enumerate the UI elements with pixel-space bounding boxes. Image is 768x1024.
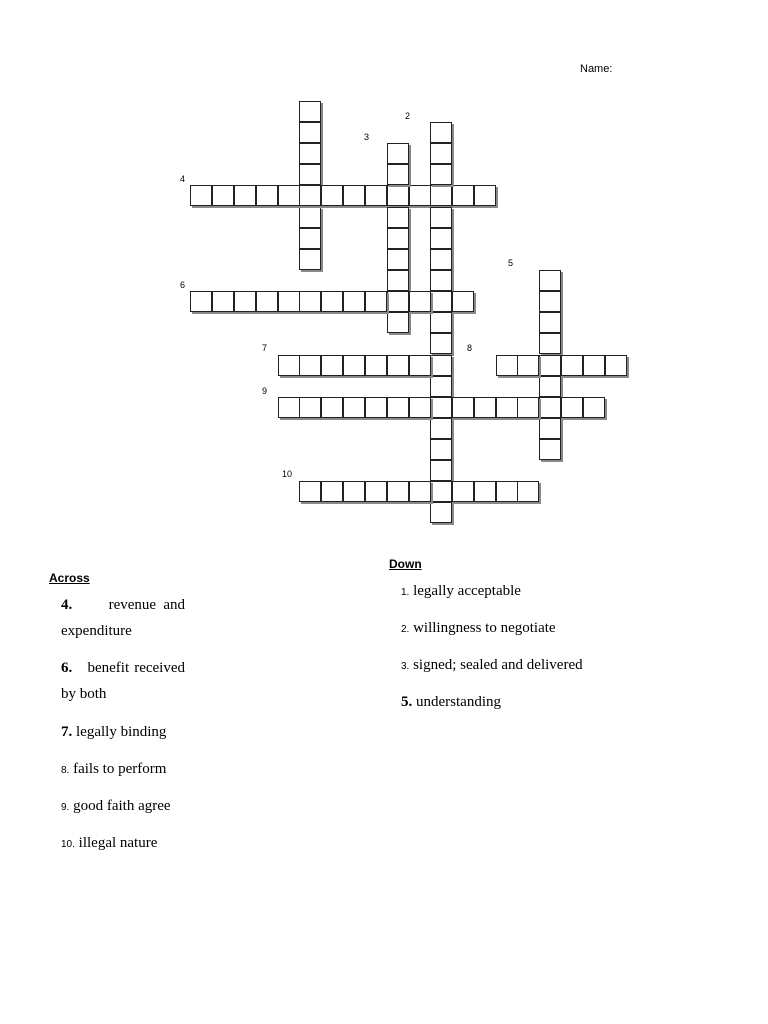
crossword-cell[interactable]: [387, 397, 409, 418]
down-clue-number: 3.: [401, 661, 410, 672]
crossword-cell[interactable]: [387, 185, 409, 206]
across-clue-number: 10.: [61, 839, 75, 850]
crossword-cell[interactable]: [430, 143, 452, 164]
crossword-cell[interactable]: [365, 481, 387, 502]
crossword-cell[interactable]: [387, 312, 409, 333]
crossword-cell[interactable]: [321, 481, 343, 502]
crossword-cell[interactable]: [452, 481, 474, 502]
clue-number-label: 10: [282, 469, 293, 479]
crossword-cell[interactable]: [299, 101, 321, 122]
crossword-cell[interactable]: [561, 397, 583, 418]
clue-number-label: 9: [262, 386, 268, 396]
crossword-cell[interactable]: [278, 397, 300, 418]
crossword-cell[interactable]: [299, 481, 321, 502]
crossword-cell[interactable]: [321, 355, 343, 376]
across-clue-4: [61, 592, 185, 644]
across-clue-7: [61, 719, 166, 745]
crossword-cell[interactable]: [496, 481, 518, 502]
crossword-cell[interactable]: [321, 291, 343, 312]
crossword-cell[interactable]: [278, 355, 300, 376]
across-heading: Across: [49, 571, 90, 585]
across-clue-text: fails to perform: [73, 761, 167, 777]
crossword-cell[interactable]: [517, 481, 539, 502]
crossword-cell[interactable]: [409, 397, 431, 418]
crossword-cell[interactable]: [299, 143, 321, 164]
down-clue-text: willingness to negotiate: [413, 620, 556, 636]
crossword-cell[interactable]: [256, 291, 278, 312]
crossword-cell[interactable]: [583, 355, 605, 376]
crossword-cell[interactable]: [496, 397, 518, 418]
crossword-cell[interactable]: [539, 312, 561, 333]
crossword-cell[interactable]: [430, 312, 452, 333]
crossword-cell[interactable]: [387, 291, 409, 312]
crossword-cell[interactable]: [190, 185, 212, 206]
crossword-cell[interactable]: [430, 164, 452, 185]
down-clue-text: signed; sealed and delivered: [413, 657, 583, 673]
crossword-cell[interactable]: [539, 397, 561, 418]
crossword-cell[interactable]: [539, 333, 561, 354]
crossword-cell[interactable]: [387, 228, 409, 249]
crossword-cell[interactable]: [539, 418, 561, 439]
crossword-cell[interactable]: [299, 164, 321, 185]
clue-number-label: 5: [508, 258, 514, 268]
crossword-cell[interactable]: [430, 376, 452, 397]
across-clue-text: revenue and expenditure: [61, 597, 185, 639]
across-clue-10: [61, 830, 157, 858]
crossword-cell[interactable]: [299, 122, 321, 143]
crossword-cell[interactable]: [321, 185, 343, 206]
down-clue-text: legally acceptable: [413, 583, 521, 599]
crossword-cell[interactable]: [430, 418, 452, 439]
crossword-cell[interactable]: [387, 143, 409, 164]
crossword-cell[interactable]: [299, 355, 321, 376]
crossword-cell[interactable]: [299, 249, 321, 270]
crossword-cell[interactable]: [539, 376, 561, 397]
crossword-cell[interactable]: [430, 397, 452, 418]
crossword-cell[interactable]: [452, 185, 474, 206]
crossword-cell[interactable]: [517, 355, 539, 376]
crossword-cell[interactable]: [496, 355, 518, 376]
crossword-cell[interactable]: [299, 228, 321, 249]
across-clue-6: [61, 655, 185, 707]
crossword-cell[interactable]: [343, 355, 365, 376]
crossword-cell[interactable]: [474, 185, 496, 206]
crossword-cell[interactable]: [539, 270, 561, 291]
crossword-cell[interactable]: [409, 291, 431, 312]
clue-number-label: 8: [467, 343, 473, 353]
crossword-cell[interactable]: [365, 397, 387, 418]
crossword-cell[interactable]: [387, 207, 409, 228]
across-clue-text: good faith agree: [73, 798, 171, 814]
crossword-cell[interactable]: [409, 481, 431, 502]
crossword-cell[interactable]: [430, 291, 452, 312]
crossword-cell[interactable]: [452, 397, 474, 418]
crossword-cell[interactable]: [561, 355, 583, 376]
crossword-cell[interactable]: [430, 122, 452, 143]
crossword-cell[interactable]: [299, 207, 321, 228]
crossword-cell[interactable]: [387, 270, 409, 291]
crossword-cell[interactable]: [234, 291, 256, 312]
down-clue-text: understanding: [416, 694, 501, 710]
crossword-cell[interactable]: [365, 355, 387, 376]
down-heading: Down: [389, 557, 422, 571]
crossword-cell[interactable]: [430, 502, 452, 523]
crossword-cell[interactable]: [256, 185, 278, 206]
crossword-cell[interactable]: [474, 397, 496, 418]
clue-number-label: 7: [262, 343, 268, 353]
crossword-cell[interactable]: [365, 185, 387, 206]
crossword-cell[interactable]: [299, 185, 321, 206]
crossword-cell[interactable]: [517, 397, 539, 418]
crossword-cell[interactable]: [430, 270, 452, 291]
clue-number-label: 4: [180, 174, 186, 184]
crossword-cell[interactable]: [299, 291, 321, 312]
crossword-cell[interactable]: [452, 291, 474, 312]
crossword-cell[interactable]: [539, 439, 561, 460]
crossword-cell[interactable]: [430, 460, 452, 481]
crossword-cell[interactable]: [212, 185, 234, 206]
down-clue-3: [401, 652, 583, 680]
crossword-cell[interactable]: [387, 249, 409, 270]
crossword-cell[interactable]: [539, 355, 561, 376]
across-clue-number: 4.: [61, 597, 73, 613]
crossword-cell[interactable]: [430, 249, 452, 270]
crossword-cell[interactable]: [278, 291, 300, 312]
crossword-cell[interactable]: [299, 397, 321, 418]
down-clue-number: 2.: [401, 624, 410, 635]
clue-number-label: 3: [364, 132, 370, 142]
crossword-cell[interactable]: [539, 291, 561, 312]
down-clue-1: [401, 578, 521, 606]
across-clue-text: legally binding: [76, 724, 167, 740]
crossword-cell[interactable]: [430, 333, 452, 354]
crossword-cell[interactable]: [365, 291, 387, 312]
across-clue-text: illegal nature: [78, 835, 158, 851]
crossword-cell[interactable]: [387, 481, 409, 502]
crossword-cell[interactable]: [605, 355, 627, 376]
clue-number-label: 6: [180, 280, 186, 290]
crossword-cell[interactable]: [430, 207, 452, 228]
crossword-cell[interactable]: [430, 481, 452, 502]
across-clue-text: benefit received by both: [61, 660, 185, 702]
crossword-cell[interactable]: [190, 291, 212, 312]
crossword-cell[interactable]: [343, 481, 365, 502]
name-label: Name:: [580, 63, 613, 75]
crossword-cell[interactable]: [583, 397, 605, 418]
down-clue-number: 5.: [401, 694, 413, 710]
crossword-cell[interactable]: [343, 185, 365, 206]
crossword-cell[interactable]: [321, 397, 343, 418]
across-clue-number: 8.: [61, 765, 70, 776]
crossword-cell[interactable]: [278, 185, 300, 206]
crossword-cell[interactable]: [430, 355, 452, 376]
crossword-cell[interactable]: [343, 397, 365, 418]
crossword-cell[interactable]: [234, 185, 256, 206]
down-clue-number: 1.: [401, 587, 410, 598]
crossword-cell[interactable]: [430, 228, 452, 249]
crossword-cell[interactable]: [387, 355, 409, 376]
crossword-cell[interactable]: [474, 481, 496, 502]
across-clue-number: 7.: [61, 724, 73, 740]
crossword-cell[interactable]: [409, 355, 431, 376]
crossword-cell[interactable]: [430, 439, 452, 460]
crossword-cell[interactable]: [430, 185, 452, 206]
crossword-cell[interactable]: [387, 164, 409, 185]
across-clue-number: 9.: [61, 802, 70, 813]
clue-number-label: 2: [405, 111, 411, 121]
across-clue-8: [61, 756, 166, 784]
crossword-cell[interactable]: [409, 185, 431, 206]
across-clue-number: 6.: [61, 660, 73, 676]
down-clue-5: [401, 689, 501, 715]
crossword-cell[interactable]: [212, 291, 234, 312]
down-clue-2: [401, 615, 556, 643]
crossword-cell[interactable]: [343, 291, 365, 312]
across-clue-9: [61, 793, 171, 821]
